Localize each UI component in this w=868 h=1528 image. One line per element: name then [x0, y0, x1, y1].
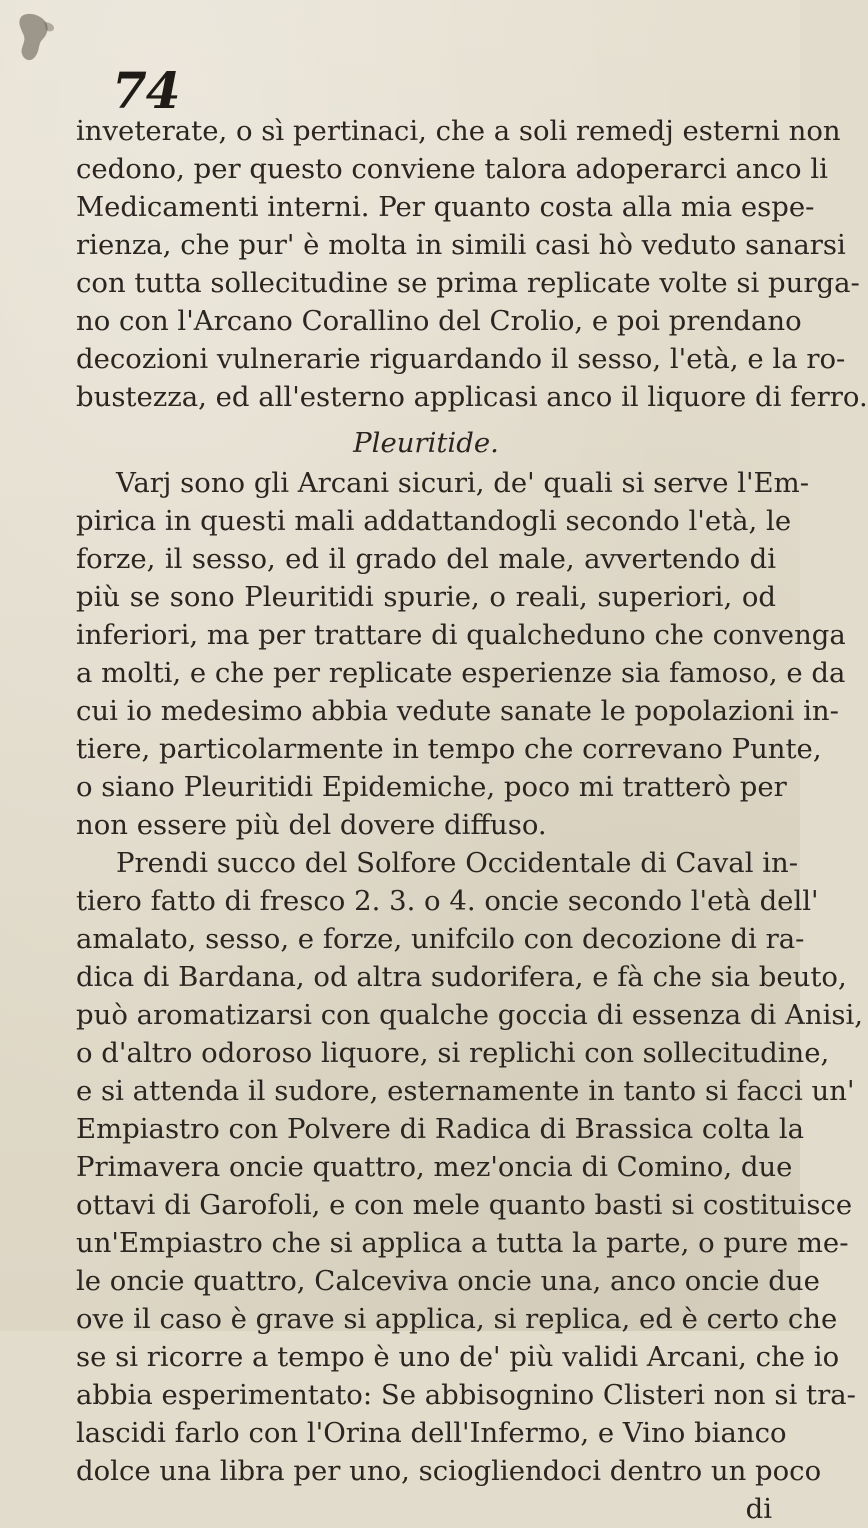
text-line: cedono, per questo conviene talora adoperarci anco li: [76, 153, 828, 185]
body-text: [76, 112, 868, 1528]
text-line: un'Empiastro che si applica a tutta la parte, o pure me-: [76, 1227, 849, 1259]
text-line: rienza, che pur' è molta in simili casi hò veduto sanarsi: [76, 229, 846, 261]
text-line: dolce una libra per uno, sciogliendoci dentro un poco: [76, 1455, 822, 1487]
text-line: Medicamenti interni. Per quanto costa alla mia espe-: [76, 191, 815, 223]
text-line: le oncie quattro, Calceviva oncie una, anco oncie due: [76, 1265, 820, 1297]
text-line: cui io medesimo abbia vedute sanate le popolazioni in-: [76, 695, 839, 727]
text-line: decozioni vulnerarie riguardando il sesso, l'età, e la ro-: [76, 343, 846, 375]
text-line: o siano Pleuritidi Epidemiche, poco mi tratterò per: [76, 771, 787, 803]
text-line: può aromatizarsi con qualche goccia di essenza di Anisi,: [76, 999, 864, 1031]
text-line: e si attenda il sudore, esternamente in tanto si facci un': [76, 1075, 855, 1107]
text-line: amalato, sesso, e forze, unifcilo con decozione di ra-: [76, 923, 805, 955]
text-line: Prendi succo del Solfore Occidentale di Caval in-: [116, 847, 799, 879]
text-line: Varj sono gli Arcani sicuri, de' quali si serve l'Em-: [116, 467, 810, 499]
text-line: o d'altro odoroso liquore, si replichi con sollecitudine,: [76, 1037, 830, 1069]
text-line: con tutta sollecitudine se prima replicate volte si purga-: [76, 267, 860, 299]
ink-stain-icon: [14, 10, 60, 68]
text-line: Empiastro con Polvere di Radica di Brassica colta la: [76, 1113, 805, 1145]
catchword: di: [745, 1493, 772, 1525]
text-line: lascidi farlo con l'Orina dell'Infermo, e Vino bianco: [76, 1417, 787, 1449]
text-line: ottavi di Garofoli, e con mele quanto basti si costituisce: [76, 1189, 853, 1221]
text-line: Primavera oncie quattro, mez'oncia di Comino, due: [76, 1151, 793, 1183]
text-line: tiero fatto di fresco 2. 3. o 4. oncie secondo l'età dell': [76, 885, 819, 917]
text-line: pirica in questi mali addattandogli secondo l'età, le: [76, 505, 792, 537]
text-line: più se sono Pleuritidi spurie, o reali, superiori, od: [76, 581, 776, 613]
text-line: inferiori, ma per trattare di qualcheduno che convenga: [76, 619, 846, 651]
page-number: 74: [112, 61, 180, 120]
text-line: inveterate, o sì pertinaci, che a soli remedj esterni non: [76, 115, 841, 147]
text-line: a molti, e che per replicate esperienze sia famoso, e da: [76, 657, 846, 689]
text-line: forze, il sesso, ed il grado del male, avvertendo di: [76, 543, 776, 575]
text-line: dica di Bardana, od altra sudorifera, e fà che sia beuto,: [76, 961, 847, 993]
section-heading: Pleuritide.: [353, 427, 499, 459]
text-line: abbia esperimentato: Se abbisognino Clisteri non si tra-: [76, 1379, 856, 1411]
text-line: non essere più del dovere diffuso.: [76, 809, 547, 841]
text-line: bustezza, ed all'esterno applicasi anco il liquore di ferro.: [76, 381, 868, 413]
text-line: no con l'Arcano Corallino del Crolio, e poi prendano: [76, 305, 802, 337]
text-line: ove il caso è grave si applica, si replica, ed è certo che: [76, 1303, 838, 1335]
text-line: se si ricorre a tempo è uno de' più validi Arcani, che io: [76, 1341, 840, 1373]
text-line: tiere, particolarmente in tempo che correvano Punte,: [76, 733, 822, 765]
